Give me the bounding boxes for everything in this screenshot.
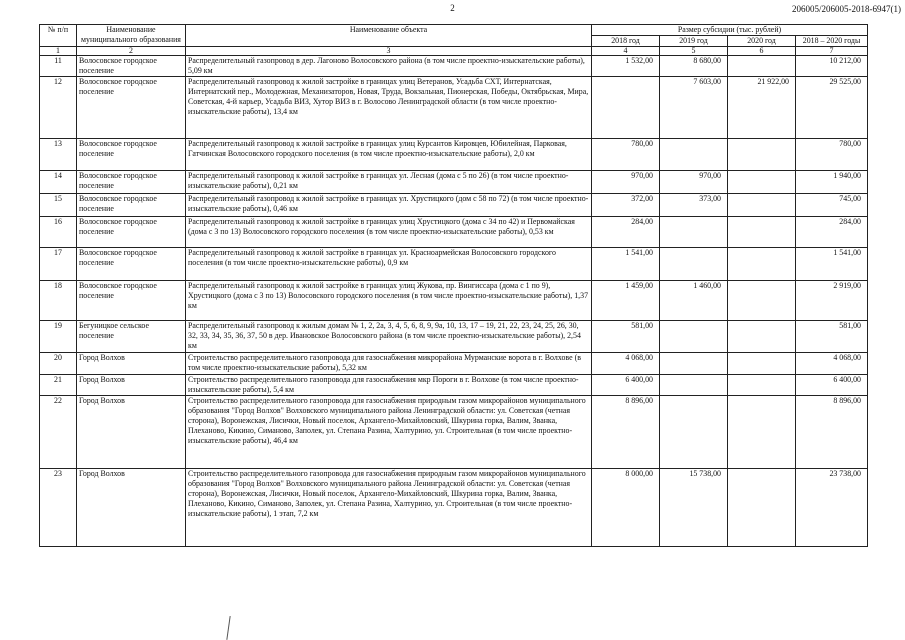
cell-2019 [660, 375, 728, 396]
column-index: 3 [186, 47, 592, 56]
cell-number: 15 [40, 194, 77, 217]
cell-object: Распределительный газопровод к жилой застройке в границах ул. Хрустицкого (дом с 58 по 72) (в том числе проектно-изыскательские работы), 0,46 км [186, 194, 592, 217]
cell-2019: 15 738,00 [660, 469, 728, 547]
cell-2020 [728, 281, 796, 321]
cell-2019: 1 460,00 [660, 281, 728, 321]
table-row [40, 194, 868, 217]
table-body [40, 56, 868, 547]
cell-municipality: Волосовское городское поселение [77, 77, 186, 139]
cell-object: Строительство распределительного газопровода для газоснабжения мкр Пороги в г. Волхове (в том числе проектно-изыскательские работы), 5,4 км [186, 375, 592, 396]
cell-2018: 8 896,00 [592, 396, 660, 469]
cell-object: Распределительный газопровод к жилой застройке в границах ул. Красноармейская Волосовского городского поселения (в том числе проектно-изыскательские работы), 0,9 км [186, 248, 592, 281]
cell-2020 [728, 375, 796, 396]
page-number: 2 [450, 3, 455, 13]
header-subsidy: Размер субсидии (тыс. рублей) [592, 25, 868, 36]
cell-municipality: Волосовское городское поселение [77, 194, 186, 217]
table-row [40, 469, 868, 547]
document-reference: 206005/206005-2018-6947(1) [792, 4, 901, 14]
table-row [40, 353, 868, 375]
cell-total: 29 525,00 [796, 77, 868, 139]
cell-number: 14 [40, 171, 77, 194]
cell-2018: 1 541,00 [592, 248, 660, 281]
cell-2020 [728, 396, 796, 469]
cell-2018: 1 459,00 [592, 281, 660, 321]
cell-2018: 1 532,00 [592, 56, 660, 77]
cell-total: 8 896,00 [796, 396, 868, 469]
cell-number: 13 [40, 139, 77, 171]
table-row [40, 171, 868, 194]
cell-number: 23 [40, 469, 77, 547]
header-year-2019: 2019 год [660, 36, 728, 47]
cell-total: 284,00 [796, 217, 868, 248]
cell-municipality: Бегуницкое сельское поселение [77, 321, 186, 353]
table-row [40, 139, 868, 171]
cell-municipality: Город Волхов [77, 396, 186, 469]
cell-2018 [592, 77, 660, 139]
header-total: 2018 – 2020 годы [796, 36, 868, 47]
cell-2019 [660, 353, 728, 375]
cell-municipality: Волосовское городское поселение [77, 171, 186, 194]
table-row [40, 281, 868, 321]
table-row [40, 248, 868, 281]
cell-total: 1 940,00 [796, 171, 868, 194]
cell-object: Распределительный газопровод к жилой застройке в границах улиц Жукова, пр. Вингиссара (дома с 1 по 9), Хрустицкого (дома с 3 по 13) Волосовского городского поселения (в том числе проектно-изыскательские работы), 1,37 км [186, 281, 592, 321]
header-number: № п/п [40, 25, 77, 47]
cell-number: 12 [40, 77, 77, 139]
cell-object: Распределительный газопровод к жилым домам № 1, 2, 2а, 3, 4, 5, 6, 8, 9, 9а, 10, 13, 17 – 19, 21, 22, 23, 24, 25, 26, 30, 32, 33, 34, 35, 36, 37, 50 в дер. Ивановское Волосовского района (в том числе проектно-изыскательские работы), 2,54 км [186, 321, 592, 353]
cell-municipality: Волосовское городское поселение [77, 281, 186, 321]
cell-object: Распределительный газопровод к жилой застройке в границах улиц Хрустицкого (дома с 34 по 42) и Первомайская (дома с 3 по 13) Волосовского городского поселения (в том числе проектно-изыскательские работы), 0,53 км [186, 217, 592, 248]
table-row [40, 77, 868, 139]
cell-total: 4 068,00 [796, 353, 868, 375]
cell-number: 16 [40, 217, 77, 248]
cell-2020 [728, 469, 796, 547]
cell-2020 [728, 56, 796, 77]
header-municipality: Наименование муниципального образования [77, 25, 186, 47]
cell-2019 [660, 139, 728, 171]
cell-object: Строительство распределительного газопровода для газоснабжения природным газом микрорайонов муниципального образования "Город Волхов" Волховского муниципального района Ленинградской области: ул. Советская (четная сторона), Воронежская, Лисички, Новый поселок, Архангело-Михайловский, Шкурина горка, Валим, Званка, Плеханово, Кикино, Симаново, Заполек, ул. Степана Разина, Халтурино, ул. Строительная (в том числе проектно-изыскательские работы), 46,4 км [186, 396, 592, 469]
column-index: 1 [40, 47, 77, 56]
cell-number: 17 [40, 248, 77, 281]
cell-total: 745,00 [796, 194, 868, 217]
cell-number: 19 [40, 321, 77, 353]
cell-2020 [728, 139, 796, 171]
cell-number: 18 [40, 281, 77, 321]
cell-object: Распределительный газопровод к жилой застройке в границах улиц Курсантов Кировцев, Юбилейная, Парковая, Гатчинская Волосовского городского поселения (в том числе проектно-изыскательские работы), 2,0 км [186, 139, 592, 171]
cell-2020 [728, 194, 796, 217]
column-index: 6 [728, 47, 796, 56]
cell-2019: 7 603,00 [660, 77, 728, 139]
cell-total: 780,00 [796, 139, 868, 171]
cell-municipality: Волосовское городское поселение [77, 248, 186, 281]
cell-object: Строительство распределительного газопровода для газоснабжения микрорайона Мурманские ворота в г. Волхове (в том числе проектно-изыскательские работы), 5,32 км [186, 353, 592, 375]
cell-total: 10 212,00 [796, 56, 868, 77]
cell-object: Распределительный газопровод к жилой застройке в границах улиц Ветеранов, Усадьба СХТ, Интернатская, Интернатский пер., Молодежная, Механизаторов, Новая, Труда, Вокзальная, Пионерская, Победы, Октябрьская, Мира, Советская, 4-й карьер, Усадьба ВИЗ, Хутор ВИЗ в г. Волосово Ленинградской области (в том числе проектно-изыскательские работы), 13,4 км [186, 77, 592, 139]
header-object: Наименование объекта [186, 25, 592, 47]
cell-2019 [660, 321, 728, 353]
table-row [40, 396, 868, 469]
cell-municipality: Город Волхов [77, 469, 186, 547]
cell-municipality: Волосовское городское поселение [77, 56, 186, 77]
header-year-2018: 2018 год [592, 36, 660, 47]
cell-2019: 373,00 [660, 194, 728, 217]
cell-2019: 970,00 [660, 171, 728, 194]
cell-2018: 6 400,00 [592, 375, 660, 396]
cell-2018: 284,00 [592, 217, 660, 248]
column-index: 2 [77, 47, 186, 56]
column-index: 4 [592, 47, 660, 56]
table-row [40, 375, 868, 396]
table-row [40, 56, 868, 77]
table-row [40, 321, 868, 353]
cell-2020 [728, 353, 796, 375]
cell-2019 [660, 248, 728, 281]
cell-2018: 4 068,00 [592, 353, 660, 375]
cell-2020 [728, 248, 796, 281]
cell-number: 21 [40, 375, 77, 396]
cell-object: Строительство распределительного газопровода для газоснабжения природным газом микрорайонов муниципального образования "Город Волхов" Волховского муниципального района Ленинградской области: ул. Советская (четная сторона), Воронежская, Лисички, Новый поселок, Архангело-Михайловский, Шкурина горка, Валим, Званка, Плеханово, Кикино, Симаново, Заполек, ул. Степана Разина, Халтурино, ул. Строительная (в том числе проектно-изыскательские работы), 1 этап, 7,2 км [186, 469, 592, 547]
column-index: 7 [796, 47, 868, 56]
cell-2018: 581,00 [592, 321, 660, 353]
cell-number: 11 [40, 56, 77, 77]
header-year-2020: 2020 год [728, 36, 796, 47]
cell-2020 [728, 321, 796, 353]
cell-municipality: Город Волхов [77, 353, 186, 375]
cell-2020: 21 922,00 [728, 77, 796, 139]
cell-municipality: Город Волхов [77, 375, 186, 396]
cell-total: 581,00 [796, 321, 868, 353]
scan-mark [226, 616, 231, 640]
cell-total: 1 541,00 [796, 248, 868, 281]
table-row [40, 217, 868, 248]
cell-2018: 780,00 [592, 139, 660, 171]
cell-object: Распределительный газопровод к жилой застройке в границах ул. Лесная (дома с 5 по 26) (в том числе проектно-изыскательские работы), 0,21 км [186, 171, 592, 194]
cell-number: 20 [40, 353, 77, 375]
cell-2020 [728, 217, 796, 248]
column-index: 5 [660, 47, 728, 56]
subsidy-table [39, 24, 868, 547]
cell-2018: 372,00 [592, 194, 660, 217]
cell-2018: 970,00 [592, 171, 660, 194]
cell-2019 [660, 217, 728, 248]
cell-total: 2 919,00 [796, 281, 868, 321]
cell-total: 23 738,00 [796, 469, 868, 547]
cell-total: 6 400,00 [796, 375, 868, 396]
cell-2018: 8 000,00 [592, 469, 660, 547]
cell-2019 [660, 396, 728, 469]
cell-municipality: Волосовское городское поселение [77, 217, 186, 248]
cell-2020 [728, 171, 796, 194]
cell-object: Распределительный газопровод в дер. Лагоново Волосовского района (в том числе проектно-изыскательские работы), 5,09 км [186, 56, 592, 77]
cell-2019: 8 680,00 [660, 56, 728, 77]
cell-number: 22 [40, 396, 77, 469]
cell-municipality: Волосовское городское поселение [77, 139, 186, 171]
